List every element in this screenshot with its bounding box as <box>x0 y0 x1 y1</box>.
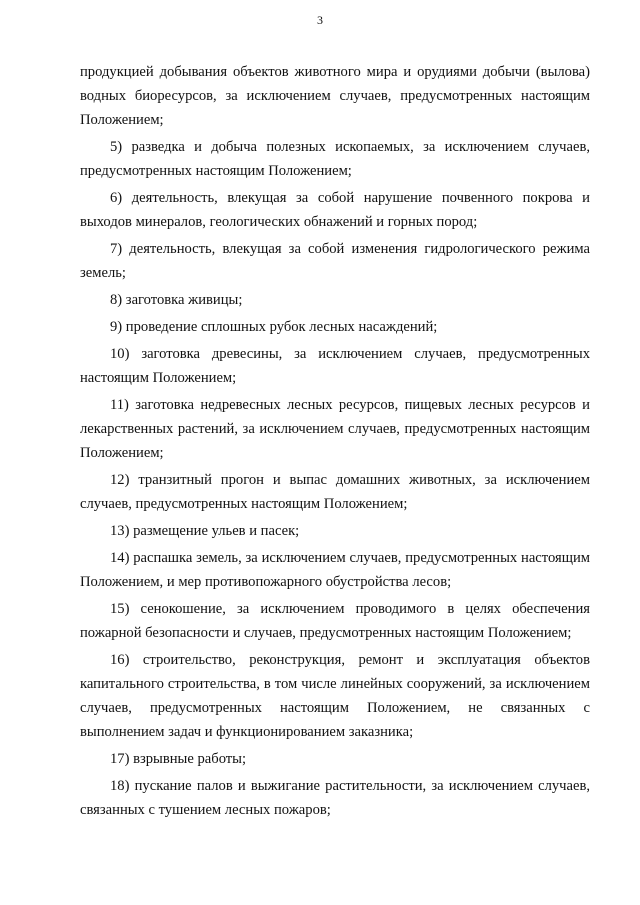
list-item-16: 16) строительство, реконструкция, ремонт и эксплуатация объектов капитального строительства, в том числе линейных сооружений, за исключением случаев, предусмотренных настоящим Положением, не связанных с выполнением задач и функционированием заказника; <box>80 652 590 740</box>
list-item-12: 12) транзитный прогон и выпас домашних животных, за исключением случаев, предусмотренных настоящим Положением; <box>80 472 590 512</box>
paragraph-continuation: продукцией добывания объектов животного мира и орудиями добычи (вылова) водных биоресурсов, за исключением случаев, предусмотренных настоящим Положением; <box>80 64 590 128</box>
document-body <box>80 60 590 825</box>
list-item-6: 6) деятельность, влекущая за собой нарушение почвенного покрова и выходов минералов, геологических обнажений и горных пород; <box>80 190 590 230</box>
list-item-5: 5) разведка и добыча полезных ископаемых, за исключением случаев, предусмотренных настоящим Положением; <box>80 139 590 179</box>
list-item-17: 17) взрывные работы; <box>110 751 247 767</box>
list-item-9: 9) проведение сплошных рубок лесных насаждений; <box>110 319 438 335</box>
list-item-10: 10) заготовка древесины, за исключением случаев, предусмотренных настоящим Положением; <box>80 346 590 386</box>
list-item-13: 13) размещение ульев и пасек; <box>110 523 300 539</box>
list-item-7: 7) деятельность, влекущая за собой изменения гидрологического режима земель; <box>80 241 590 281</box>
list-item-15: 15) сенокошение, за исключением проводимого в целях обеспечения пожарной безопасности и случаев, предусмотренных настоящим Положением; <box>80 601 590 641</box>
page-number: 3 <box>317 13 323 27</box>
list-item-14: 14) распашка земель, за исключением случаев, предусмотренных настоящим Положением, и мер противопожарного обустройства лесов; <box>80 550 590 590</box>
list-item-18: 18) пускание палов и выжигание растительности, за исключением случаев, связанных с тушением лесных пожаров; <box>80 778 590 818</box>
list-item-8: 8) заготовка живицы; <box>110 292 243 308</box>
list-item-11: 11) заготовка недревесных лесных ресурсов, пищевых лесных ресурсов и лекарственных растений, за исключением случаев, предусмотренных настоящим Положением; <box>80 397 590 461</box>
